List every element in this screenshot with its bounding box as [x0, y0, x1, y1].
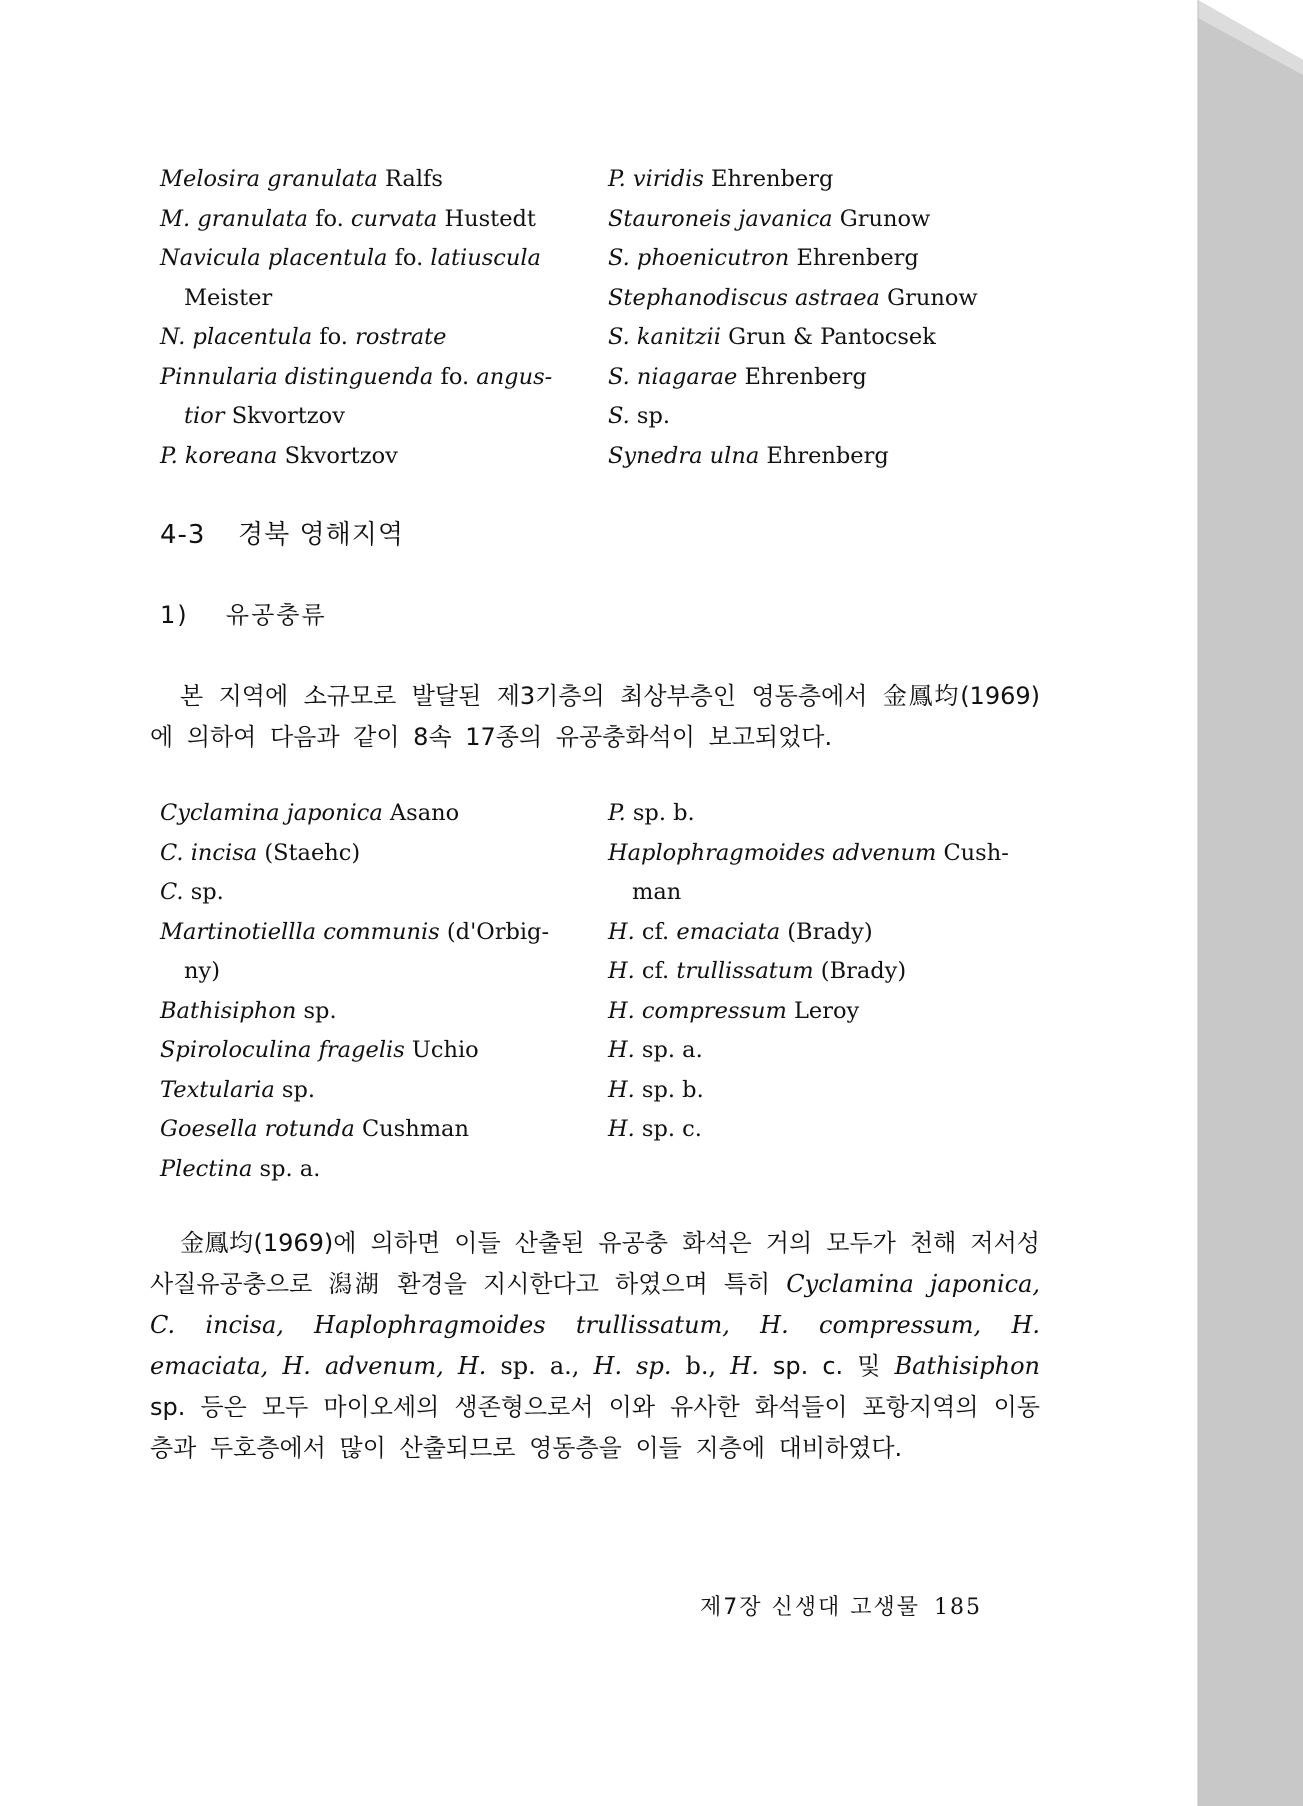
- species-entry: [608, 913, 1028, 953]
- species-name: M. granulata: [160, 205, 308, 232]
- species-entry: [160, 279, 608, 319]
- species-author: man: [632, 879, 682, 905]
- species-name: tior: [184, 403, 225, 429]
- species-author: sp. a.: [634, 1037, 703, 1063]
- species-entry: [160, 913, 608, 953]
- species-author: fo.: [312, 324, 356, 350]
- species-entry: [608, 200, 1028, 240]
- species-entry: [608, 1110, 1028, 1150]
- intro-paragraph-text: 본 지역에 소규모로 발달된 제3기층의 최상부층인 영동층에서 金鳳均(1969)에 의하여 다음과 같이 8속 17종의 유공충화석이 보고되었다.: [150, 682, 1040, 751]
- discussion-paragraph: [150, 1223, 1040, 1469]
- species-author: (Staehc): [257, 839, 361, 866]
- species-entry: [608, 1031, 1028, 1071]
- species-author: sp. a.: [252, 1155, 321, 1182]
- species-author: Grun & Pantocsek: [720, 324, 936, 350]
- species-author: Asano: [382, 800, 460, 826]
- species-name: trullissatum: [676, 958, 814, 984]
- species-author: fo.: [307, 205, 351, 232]
- species-author: Hustedt: [437, 205, 536, 232]
- species-name: H.: [608, 1116, 635, 1142]
- species-name: Bathisiphon: [160, 997, 297, 1024]
- species-entry: [608, 358, 1028, 398]
- species-entry: [608, 397, 1028, 437]
- foraminifera-species-list: [160, 794, 1040, 1189]
- species-author: sp. b.: [634, 1076, 704, 1103]
- discussion-text-2: sp. a.,: [486, 1352, 594, 1380]
- species-name: C. incisa: [160, 839, 258, 866]
- species-author: fo.: [433, 363, 477, 390]
- subsection-heading: [160, 595, 1040, 630]
- species-entry: [160, 794, 608, 834]
- species-name: P.: [608, 800, 626, 826]
- species-names-4: Bathisiphon: [894, 1352, 1040, 1380]
- section-number: 4-3: [160, 520, 206, 550]
- discussion-text-1: 金鳳均(1969)에 의하면 이들 산출된 유공충 화석은 거의 모두가 천해 저서성 사질유공충으로 潟湖 환경을 지시한다고 하였으며 특히: [150, 1229, 1040, 1298]
- species-entry: [608, 873, 1028, 913]
- section-title: 경북 영해지역: [238, 520, 404, 550]
- species-author: Ehrenberg: [789, 245, 919, 271]
- species-author: Grunow: [832, 205, 931, 232]
- species-author: (Brady): [780, 918, 873, 945]
- species-author: Cushman: [354, 1116, 469, 1142]
- discussion-text-5: sp. 등은 모두 마이오세의 생존형으로서 이와 유사한 화석들이 포항지역의 이동층과 두호층에서 많이 산출되므로 영동층을 이들 지층에 대비하였다.: [150, 1393, 1040, 1462]
- species-name: Cyclamina japonica: [160, 800, 383, 826]
- species-author: Grunow: [879, 284, 978, 311]
- species-author: Ehrenberg: [759, 442, 889, 469]
- species-entry: [160, 160, 608, 200]
- species-entry: [160, 952, 608, 992]
- species-author: Uchio: [404, 1037, 479, 1063]
- species-name: Stauroneis javanica: [608, 205, 833, 232]
- species-author: ny): [184, 958, 220, 984]
- subsection-title: 유공충류: [225, 601, 327, 629]
- species-name: S. kanitzii: [608, 324, 721, 350]
- species-column-left-2: [160, 794, 608, 1189]
- species-entry: [160, 1031, 608, 1071]
- intro-paragraph: [150, 676, 1040, 758]
- page-footer: [700, 1590, 982, 1621]
- species-name: Navicula placentula: [160, 245, 388, 271]
- species-name: H.: [608, 1037, 635, 1063]
- species-author: Skvortzov: [277, 442, 398, 469]
- species-name: Textularia: [160, 1076, 275, 1103]
- species-entry: [160, 992, 608, 1032]
- species-entry: [160, 239, 608, 279]
- species-name: curvata: [350, 205, 438, 232]
- species-author: Cush-: [936, 839, 1009, 866]
- species-name: Stephanodiscus astraea: [608, 284, 880, 311]
- discussion-text-3: b.,: [671, 1352, 731, 1380]
- species-entry: [608, 160, 1028, 200]
- species-entry: [608, 834, 1028, 874]
- species-name: H.: [608, 918, 635, 945]
- species-name: S. phoenicutron: [608, 245, 790, 271]
- species-entry: [160, 873, 608, 913]
- species-name: P. viridis: [608, 166, 704, 192]
- species-name: Plectina: [160, 1155, 253, 1182]
- species-author: sp.: [296, 997, 337, 1024]
- species-name: latiuscula: [430, 245, 541, 271]
- subsection-number: 1): [160, 601, 189, 629]
- species-name: Goesella rotunda: [160, 1116, 355, 1142]
- species-author: sp.: [274, 1076, 316, 1103]
- species-entry: [160, 1071, 608, 1111]
- species-column-left: [160, 160, 608, 476]
- species-name: Spiroloculina fragelis: [160, 1037, 405, 1063]
- page-content: [150, 160, 1041, 1469]
- species-name: Haplophragmoides advenum: [608, 839, 937, 866]
- species-name: Synedra ulna: [608, 442, 760, 469]
- species-author: sp.: [183, 879, 224, 905]
- species-column-right: [608, 160, 1028, 476]
- species-author: Ehrenberg: [737, 363, 867, 390]
- species-entry: [160, 200, 608, 240]
- species-author: fo.: [387, 245, 431, 271]
- species-name: N. placentula: [160, 324, 313, 350]
- species-entry: [160, 834, 608, 874]
- species-name: angus-: [476, 363, 553, 390]
- species-author: (Brady): [813, 958, 907, 984]
- species-name: H. compressum: [608, 997, 787, 1024]
- species-entry: [160, 318, 608, 358]
- species-entry: [160, 1150, 608, 1190]
- species-entry: [608, 952, 1028, 992]
- species-author: Skvortzov: [224, 403, 345, 429]
- species-entry: [608, 794, 1028, 834]
- species-name: H.: [608, 1076, 635, 1103]
- page-number: 185: [934, 1595, 982, 1620]
- discussion-text-4: sp. c. 및: [758, 1352, 895, 1380]
- species-name: rostrate: [355, 324, 447, 350]
- species-entry: [608, 279, 1028, 319]
- species-name: C.: [160, 879, 184, 905]
- species-entry: [608, 318, 1028, 358]
- species-author: Ralfs: [377, 166, 443, 192]
- species-name: P. koreana: [160, 442, 278, 469]
- species-author: sp. b.: [625, 800, 695, 826]
- chapter-title: 제7장 신생대 고생물: [700, 1595, 920, 1620]
- species-author: Meister: [184, 284, 273, 311]
- species-column-right-2: [608, 794, 1028, 1189]
- species-author: cf.: [634, 918, 677, 945]
- species-name: S. niagarae: [608, 363, 738, 390]
- section-heading: [160, 514, 1040, 551]
- diatom-species-list: [160, 160, 1040, 476]
- species-names-1: Cyclamina japonica, C. incisa, Haplophragmoides trullissatum, H. compressum, H. emaciata, H. advenum, H.: [150, 1270, 1041, 1380]
- species-entry: [608, 437, 1028, 477]
- species-author: sp.: [629, 403, 671, 429]
- species-names-2: H. sp.: [593, 1352, 672, 1380]
- species-entry: [160, 397, 608, 437]
- species-entry: [608, 992, 1028, 1032]
- species-entry: [160, 437, 608, 477]
- species-entry: [608, 1071, 1028, 1111]
- species-author: (d'Orbig-: [439, 918, 550, 945]
- species-names-3: H.: [730, 1352, 759, 1380]
- species-entry: [160, 1110, 608, 1150]
- species-name: emaciata: [676, 918, 781, 945]
- species-name: Martinotiellla communis: [160, 918, 440, 945]
- species-author: Leroy: [786, 997, 860, 1024]
- species-author: sp. c.: [634, 1116, 702, 1142]
- species-author: Ehrenberg: [703, 166, 834, 192]
- species-entry: [608, 239, 1028, 279]
- species-name: Pinnularia distinguenda: [160, 363, 434, 390]
- species-name: S.: [608, 403, 630, 429]
- species-name: Melosira granulata: [160, 166, 378, 192]
- species-entry: [160, 358, 608, 398]
- species-author: cf.: [634, 958, 677, 984]
- species-name: H.: [608, 958, 635, 984]
